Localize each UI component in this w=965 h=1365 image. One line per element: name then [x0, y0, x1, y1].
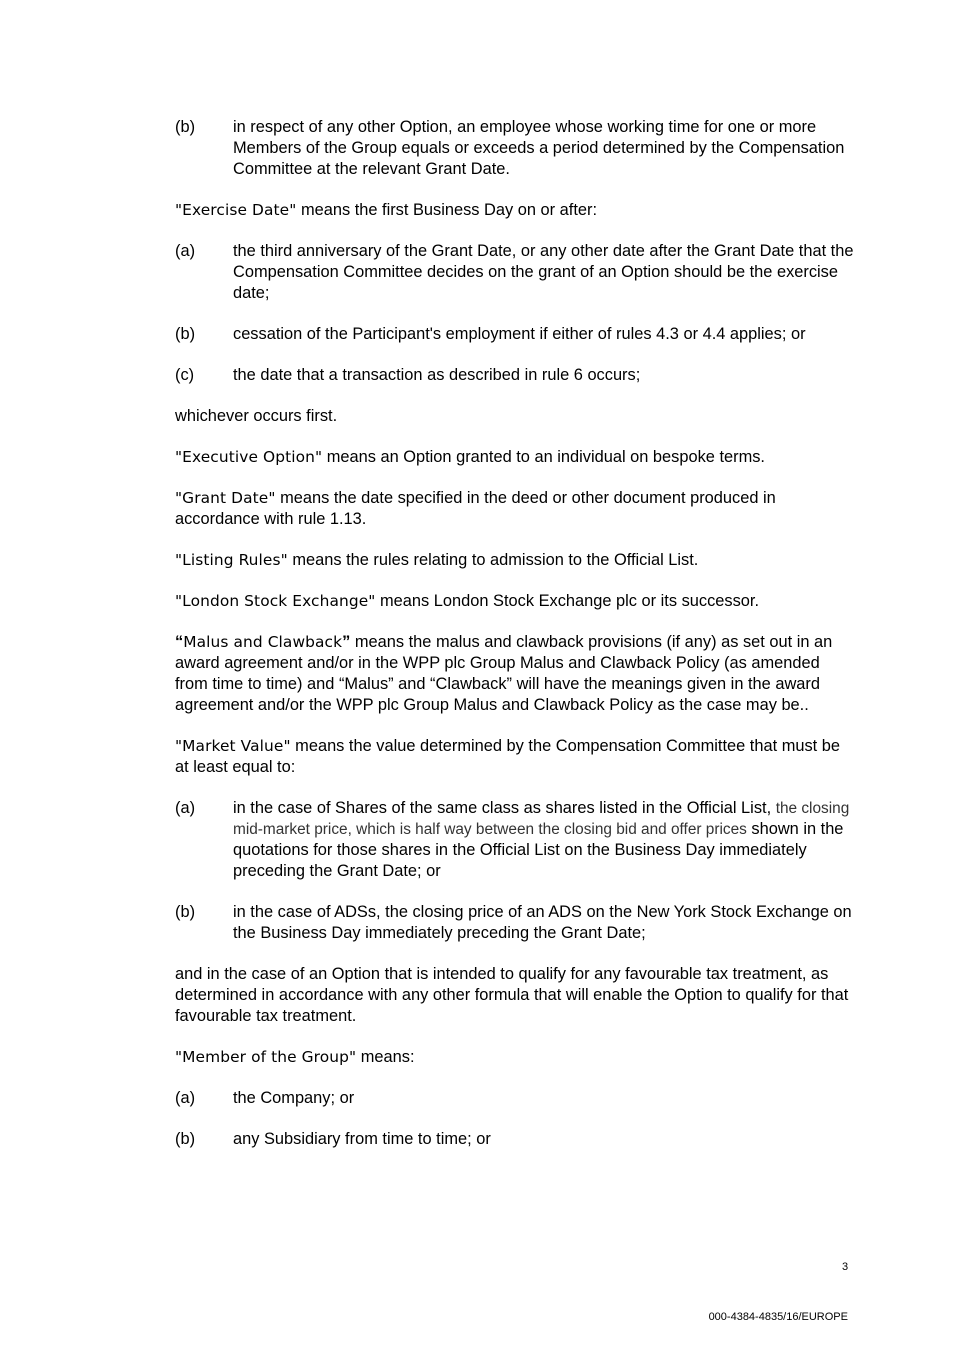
- item-text-inserted: the closing mid-market price, which is half way between the closing bid and offer prices: [233, 800, 850, 838]
- list-item: [175, 1129, 855, 1150]
- item-label: (b): [175, 1130, 196, 1148]
- item-label: (b): [175, 118, 196, 136]
- defined-term: "Grant Date": [175, 489, 276, 507]
- item-text: in respect of any other Option, an employee whose working time for one or more Members of the Group equals or exceeds a period determined by the Compensation Committee at the relevant Grant Date.: [233, 118, 845, 178]
- definition-text: means London Stock Exchange plc or its successor.: [375, 592, 760, 610]
- definition-text: means the first Business Day on or after:: [296, 201, 598, 219]
- defined-term: Malus and Clawback: [183, 633, 343, 651]
- item-text: any Subsidiary from time to time; or: [233, 1130, 491, 1148]
- favourable-tax-paragraph: and in the case of an Option that is intended to qualify for any favourable tax treatment, as determined in accordance with any other formula that will enable the Option to qualify for that favourable tax treatment.: [175, 965, 849, 1025]
- item-text-part: shown in the quotations for those shares in the Official List on the Business Day immediately preceding the Grant Date; or: [233, 820, 844, 880]
- defined-term: "Member of the Group": [175, 1048, 357, 1066]
- item-label: (a): [175, 1089, 196, 1107]
- defined-term: "Market Value": [175, 737, 291, 755]
- item-text: [233, 798, 855, 882]
- list-item: [175, 117, 855, 180]
- item-label: (b): [175, 325, 196, 343]
- definition-text: means the rules relating to admission to the Official List.: [287, 551, 699, 569]
- definition-text: means the value determined by the Compensation Committee that must be at least equal to:: [175, 737, 840, 776]
- definition-exercise-date: [175, 200, 855, 221]
- defined-term: "Executive Option": [175, 448, 323, 466]
- definition-member-of-group: [175, 1047, 855, 1068]
- item-text: the third anniversary of the Grant Date, or any other date after the Grant Date that the Compensation Committee decides on the grant of an Option should be the exercise date;: [233, 242, 854, 302]
- page-number: 3: [842, 1261, 849, 1273]
- list-item: [175, 241, 855, 304]
- item-text: cessation of the Participant's employment if either of rules 4.3 or 4.4 applies; or: [233, 325, 806, 343]
- list-item: [175, 798, 855, 882]
- defined-term: "London Stock Exchange": [175, 592, 376, 610]
- list-item: [175, 902, 855, 944]
- defined-term: "Exercise Date": [175, 201, 297, 219]
- list-item: [175, 1088, 855, 1109]
- definition-london-stock-exchange: [175, 591, 855, 612]
- definition-grant-date: [175, 488, 855, 530]
- document-body: [175, 117, 855, 1170]
- defined-term: "Listing Rules": [175, 551, 288, 569]
- definition-text: means an Option granted to an individual on bespoke terms.: [322, 448, 765, 466]
- definition-executive-option: [175, 447, 855, 468]
- definition-market-value: [175, 736, 855, 778]
- close-quote: ”: [342, 633, 351, 651]
- definition-text: means the malus and clawback provisions (if any) as set out in an award agreement and/or in the WPP plc Group Malus and Clawback Policy (as amended from time to time) and “Malus” and “Clawback” will have the meanings given in the award agreement and/or the WPP plc Group Malus and Clawback Policy as the case may be..: [175, 633, 833, 714]
- definition-text: means:: [356, 1048, 415, 1066]
- list-item: [175, 324, 855, 345]
- document-reference: 000-4384-4835/16/EUROPE: [708, 1311, 848, 1323]
- whichever-paragraph: whichever occurs first.: [175, 407, 338, 425]
- item-text: the Company; or: [233, 1089, 355, 1107]
- open-quote: “: [175, 633, 184, 651]
- definition-listing-rules: [175, 550, 855, 571]
- definition-text: means the date specified in the deed or other document produced in accordance with rule 1.13.: [175, 489, 776, 528]
- item-text: in the case of ADSs, the closing price of an ADS on the New York Stock Exchange on the Business Day immediately preceding the Grant Date;: [233, 903, 852, 942]
- item-text: the date that a transaction as described in rule 6 occurs;: [233, 366, 641, 384]
- item-label: (a): [175, 799, 196, 817]
- item-label: (c): [175, 366, 195, 384]
- item-label: (b): [175, 903, 196, 921]
- list-item: [175, 365, 855, 386]
- item-label: (a): [175, 242, 196, 260]
- item-text-part: in the case of Shares of the same class as shares listed in the Official List,: [233, 799, 776, 817]
- definition-malus-clawback: [175, 632, 855, 716]
